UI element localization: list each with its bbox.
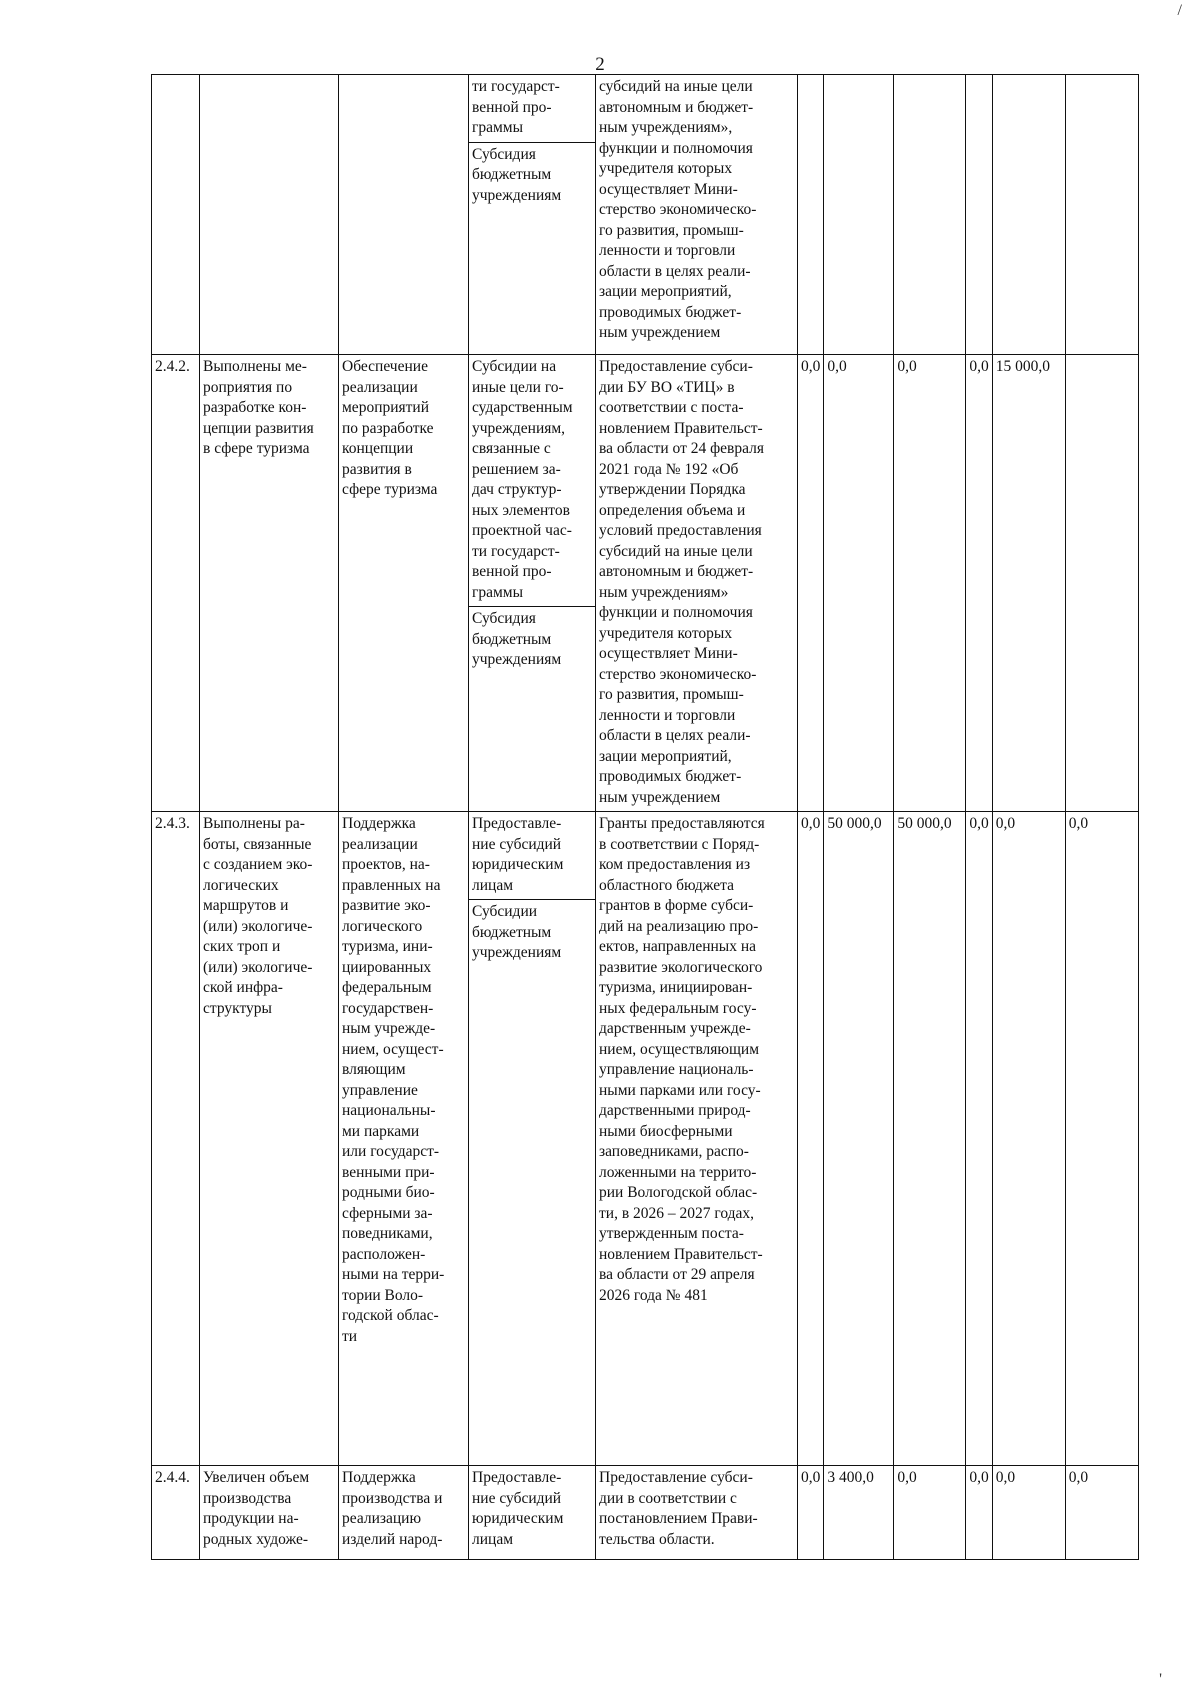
support-type-block: Субсидия бюджетным учреждениям bbox=[469, 142, 595, 210]
support-type-block: Субсидия бюджетным учреждениям bbox=[469, 606, 595, 674]
value-cell bbox=[1065, 355, 1138, 812]
table-row bbox=[152, 812, 1139, 1466]
corner-mark-bottom: ' bbox=[1159, 1671, 1162, 1688]
table-row bbox=[152, 355, 1139, 812]
support-type-block: Субсидии бюджетным учреждениям bbox=[469, 899, 595, 967]
table-row bbox=[152, 1466, 1139, 1560]
value-cell: 0,0 bbox=[1065, 1466, 1138, 1560]
measure-cell: Поддержка производства и реализацию изделий народ- bbox=[339, 1466, 469, 1560]
support-type-cell bbox=[469, 75, 596, 355]
value-cell: 0,0 bbox=[966, 355, 992, 812]
value-cell bbox=[798, 75, 824, 355]
row-number-cell: 2.4.4. bbox=[152, 1466, 200, 1560]
value-cell bbox=[1065, 75, 1138, 355]
row-number-cell: 2.4.3. bbox=[152, 812, 200, 1466]
support-type-block: Предоставле- ние субсидий юридическим лицам bbox=[472, 815, 564, 894]
result-cell: Увеличен объем производства продукции на- родных художе- bbox=[200, 1466, 339, 1560]
value-cell: 0,0 bbox=[894, 355, 966, 812]
support-type-cell: Предоставле- ние субсидий юридическим лицам bbox=[469, 1466, 596, 1560]
value-cell: 0,0 bbox=[798, 812, 824, 1466]
measure-cell: Поддержка реализации проектов, на- правленных на развитие эко- логического туризма, ини- циированных федеральным государствен- ным учрежде- нием, осущест- вляющим управление национальны- ми парками или государст- венными при- родными био- сферными за- поведниками, расположен- ными на терри- тории Воло- годской облас- ти bbox=[339, 812, 469, 1466]
row-number-cell bbox=[152, 75, 200, 355]
table-row bbox=[152, 75, 1139, 355]
measure-cell bbox=[339, 75, 469, 355]
value-cell bbox=[966, 75, 992, 355]
value-cell: 0,0 bbox=[966, 1466, 992, 1560]
method-cell: Предоставление субси- дии в соответствии с постановлением Прави- тельства области. bbox=[596, 1466, 798, 1560]
value-cell: 0,0 bbox=[966, 812, 992, 1466]
value-cell: 0,0 bbox=[1065, 812, 1138, 1466]
value-cell: 0,0 bbox=[798, 355, 824, 812]
row-number-cell: 2.4.2. bbox=[152, 355, 200, 812]
value-cell: 0,0 bbox=[894, 1466, 966, 1560]
value-cell: 0,0 bbox=[992, 1466, 1065, 1560]
value-cell: 50 000,0 bbox=[824, 812, 894, 1466]
support-type-block: Субсидии на иные цели го- сударственным учреждениям, связанные с решением за- дач структур- ных элементов проектной час- ти государст- венной про- граммы bbox=[472, 358, 573, 601]
method-cell: Гранты предоставляются в соответствии с Поряд- ком предоставления из областного бюджета грантов в форме субси- дий на реализацию про- ектов, направленных на развитие экологического туризма, инициирован- ных федеральным госу- дарственным учрежде- нием, осуществляющим управление националь- ными парками или госу- дарственными природ- ными биосферными заповедниками, распо- ложенными на террито- рии Вологодской облас- ти, в 2026 – 2027 годах, утвержденным поста- новлением Правительст- ва области от 29 апреля 2026 года № 481 bbox=[596, 812, 798, 1466]
value-cell: 50 000,0 bbox=[894, 812, 966, 1466]
value-cell: 15 000,0 bbox=[992, 355, 1065, 812]
method-cell: Предоставление субси- дии БУ ВО «ТИЦ» в соответствии с поста- новлением Правительст- ва области от 24 февраля 2021 года № 192 «Об утверждении Порядка определения объема и условий предоставления субсидий на иные цели автономным и бюджет- ным учреждениям» функции и полномочия учредителя которых осуществляет Мини- стерство экономическо- го развития, промыш- ленности и торговли области в целях реали- зации мероприятий, проводимых бюджет- ным учреждением bbox=[596, 355, 798, 812]
support-type-cell bbox=[469, 355, 596, 812]
result-cell: Выполнены ра- боты, связанные с созданием эко- логических маршрутов и (или) экологиче- ских троп и (или) экологиче- ской инфра- структуры bbox=[200, 812, 339, 1466]
value-cell: 3 400,0 bbox=[824, 1466, 894, 1560]
measures-table bbox=[151, 74, 1139, 1560]
support-type-cell bbox=[469, 812, 596, 1466]
value-cell: 0,0 bbox=[824, 355, 894, 812]
measure-cell: Обеспечение реализации мероприятий по разработке концепции развития в сфере туризма bbox=[339, 355, 469, 812]
result-cell bbox=[200, 75, 339, 355]
value-cell: 0,0 bbox=[798, 1466, 824, 1560]
value-cell: 0,0 bbox=[992, 812, 1065, 1466]
value-cell bbox=[894, 75, 966, 355]
value-cell bbox=[824, 75, 894, 355]
support-type-block: ти государст- венной про- граммы bbox=[472, 78, 560, 136]
page-number: 2 bbox=[595, 54, 605, 75]
value-cell bbox=[992, 75, 1065, 355]
method-cell: субсидий на иные цели автономным и бюджет- ным учреждениям», функции и полномочия учредителя которых осуществляет Мини- стерство экономическо- го развития, промыш- ленности и торговли области в целях реали- зации мероприятий, проводимых бюджет- ным учреждением bbox=[596, 75, 798, 355]
result-cell: Выполнены ме- роприятия по разработке кон- цепции развития в сфере туризма bbox=[200, 355, 339, 812]
corner-mark-top: / bbox=[1177, 2, 1182, 19]
